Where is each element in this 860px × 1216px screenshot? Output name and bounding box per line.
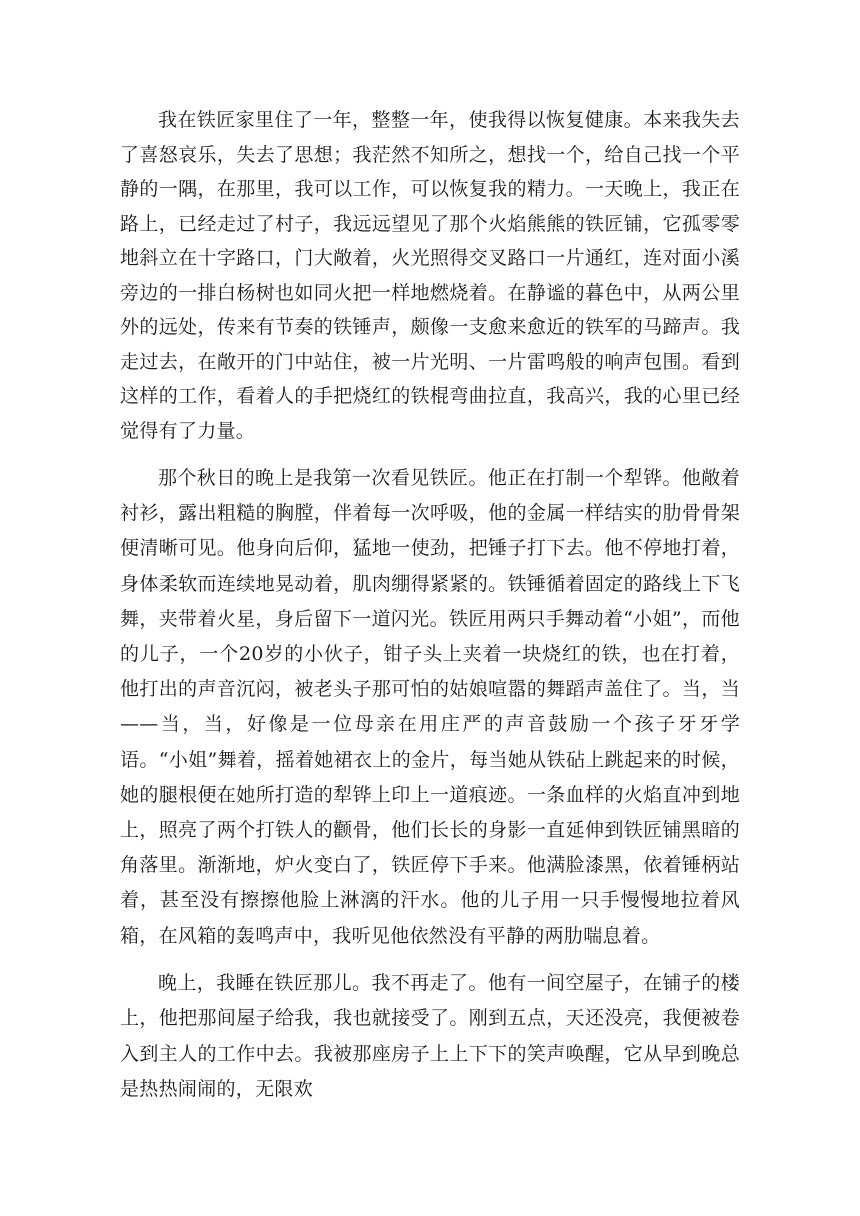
- paragraph-2: 那个秋日的晚上是我第一次看见铁匠。他正在打制一个犁铧。他敞着衬衫，露出粗糙的胸膛，伴着每一次呼吸，他的金属一样结实的肋骨骨架便清晰可见。他身向后仰，猛地一使劲，把锤子打下去。他不停地打着，身体柔软而连续地晃动着，肌肉绷得紧紧的。铁锤循着固定的路线上下飞舞，夹带着火星，身后留下一道闪光。铁匠用两只手舞动着“小姐”，而他的儿子，一个20岁的小伙子，钳子头上夹着一块烧红的铁，也在打着，他打出的声音沉闷，被老头子那可怕的姑娘喧嚣的舞蹈声盖住了。当，当——当，当，好像是一位母亲在用庄严的声音鼓励一个孩子牙牙学语。“小姐”舞着，摇着她裙衣上的金片，每当她从铁砧上跳起来的时候，她的腿根便在她所打造的犁铧上印上一道痕迹。一条血样的火焰直冲到地上，照亮了两个打铁人的颧骨，他们长长的身影一直延伸到铁匠铺黑暗的角落里。渐渐地，炉火变白了，铁匠停下手来。他满脸漆黑，依着锤柄站着，甚至没有擦擦他脸上淋漓的汗水。他的儿子用一只手慢慢地拉着风箱，在风箱的轰鸣声中，我听见他依然没有平静的两肋喘息着。: [120, 467, 740, 947]
- paragraph-1: 我在铁匠家里住了一年，整整一年，使我得以恢复健康。本来我失去了喜怒哀乐，失去了思想；我茫然不知所之，想找一个，给自己找一个平静的一隅，在那里，我可以工作，可以恢复我的精力。一天晚上，我正在路上，已经走过了村子，我远远望见了那个火焰熊熊的铁匠铺，它孤零零地斜立在十字路口，门大敞着，火光照得交叉路口一片通红，连对面小溪旁边的一排白杨树也如同火把一样地燃烧着。在静谧的暮色中，从两公里外的远处，传来有节奏的铁锤声，颇像一支愈来愈近的铁军的马蹄声。我走过去，在敞开的门中站住，被一片光明、一片雷鸣般的响声包围。看到这样的工作，看着人的手把烧红的铁棍弯曲拉直，我高兴，我的心里已经觉得有了力量。: [120, 109, 740, 442]
- document-body: [120, 103, 740, 1108]
- paragraph-3: 晚上，我睡在铁匠那儿。我不再走了。他有一间空屋子，在铺子的楼上，他把那间屋子给我，我也就接受了。刚到五点，天还没亮，我便被卷入到主人的工作中去。我被那座房子上上下下的笑声唤醒，它从早到晚总是热热闹闹的，无限欢: [120, 971, 740, 1101]
